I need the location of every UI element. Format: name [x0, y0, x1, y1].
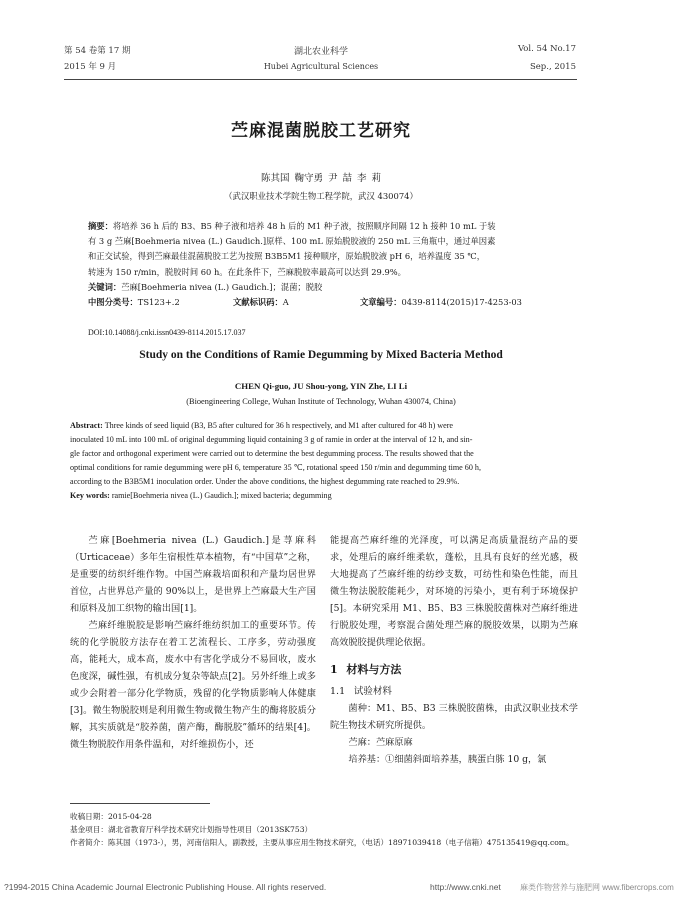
clc-value: TS123+.2 [137, 297, 180, 308]
abstract-cn-line: 将培养 36 h 后的 B3、B5 种子液和培养 48 h 后的 M1 种子液，按照顺序间隔 12 h 接种 10 mL 于装 [112, 221, 496, 231]
abstract-en-line: according to the B3B5M1 inoculation order. Under the above conditions, the highest degumming rate reached to 29.9%. [70, 477, 460, 486]
classification-line [88, 295, 568, 310]
affiliation-en: (Bioengineering College, Wuhan Institute of Technology, Wuhan 430074, China) [186, 397, 456, 406]
issue-info-en-1: Vol. 54 No.17 [517, 44, 576, 54]
keywords-en: ramie[Boehmeria nivea (L.) Gaudich.]; mixed bacteria; degumming [111, 491, 332, 500]
section-number: 1 [330, 663, 338, 676]
footnotes [70, 810, 580, 849]
article-no-value: 0439-8114(2015)17-4253-03 [401, 297, 522, 308]
issue-info-cn-2: 2015 年 9 月 [64, 62, 117, 72]
clc-label: 中图分类号： [88, 297, 138, 308]
abstract-cn-line: 有 3 g 苎麻[Boehmeria nivea (L.) Gaudich.]原样、100 mL 原始脱胶液的 250 mL 三角瓶中，通过单因素 [88, 236, 496, 247]
doc-code-value: A [282, 297, 289, 308]
abstract-cn-line: 转速为 150 r/min，脱胶时间 60 h。在此条件下，苎麻脱胶率最高可以达到 29.9%。 [88, 266, 406, 277]
section-heading [330, 661, 578, 679]
keywords-en-label: Key words: [70, 491, 110, 500]
subsection-title: 试验材料 [353, 686, 392, 697]
subsection-number: 1.1 [330, 686, 346, 697]
abstract-en [70, 419, 574, 503]
body-paragraph: 苎麻[Boehmeria nivea (L.) Gaudich.]是荨麻科（Urticaceae）多年生宿根性草本植物，有“中国草”之称，是重要的纺织纤维作物。中国苎麻栽培面积和产量均居世界首位，占世界总产量的 90%以上，是世界上苎麻最大生产国和原料及加工织物的输出国[1]。 [70, 535, 316, 614]
body-paragraph: 苎麻纤维脱胶是影响苎麻纤维纺织加工的重要环节。传统的化学脱胶方法存在着工艺流程长、工序多，劳动强度高，能耗大，成本高，废水中有害化学成分不易回收，废水色度深，碱性强，有机成分复杂等缺点[2]。另外纤维上或多或少会附着一部分化学物质，残留的化学物质影响人体健康[3]。微生物脱胶则是利用微生物或微生物产生的酶将胶质分解，其实质就是“胶养菌，菌产酶，酶脱胶”循环的结果[4]。微生物脱胶作用条件温和，对纤维损伤小，还 [70, 620, 316, 750]
issue-info-en-2: Sep., 2015 [529, 62, 576, 72]
doc-code-label: 文献标识码： [233, 297, 283, 308]
keywords-cn: 苎麻[Boehmeria nivea (L.) Gaudich.]；混菌；脱胶 [121, 281, 323, 292]
body-paragraph: 菌种：M1、B5、B3 三株脱胶菌株，由武汉职业技术学院生物技术研究所提供。 [330, 703, 578, 731]
body-paragraph: 培养基：①细菌斜面培养基，胰蛋白胨 10 g，氯 [348, 754, 547, 765]
abstract-cn [88, 219, 568, 310]
footnote-fund: 基金项目：湖北省教育厅科学技术研究计划指导性项目（2013SK753） [70, 825, 313, 834]
body-left-column [70, 532, 316, 753]
subsection-heading [330, 683, 578, 700]
section-title: 材料与方法 [346, 663, 402, 676]
copyright-notice: ?1994-2015 China Academic Journal Electronic Publishing House. All rights reserved. [4, 882, 327, 892]
body-paragraph: 能提高苎麻纤维的光泽度，可以满足高质量混纺产品的要求，处理后的麻纤维柔软，蓬松，且具有良好的丝光感，极大地提高了苎麻纤维的纺纱支数，可纺性和染色性能，而且微生物法脱胶能耗少，对环境的污染小，更有利于环境保护[5]。本研究采用 M1、B5、B3 三株脱胶菌株对苎麻纤维进行脱胶处理，考察混合菌处理苎麻的脱胶效果，以期为苎麻高效脱胶提供理论依据。 [330, 535, 578, 648]
abstract-en-line: optimal conditions for ramie degumming were pH 6, temperature 35 ℃, rotational speed 150 r/min and degumming time 60 h, [70, 463, 481, 472]
authors-en: CHEN Qi-guo, JU Shou-yong, YIN Zhe, LI Li [234, 381, 408, 391]
abstract-en-line: gle factor and orthogonal experiment were carried out to determine the best degumming process. The results showed that the [70, 449, 474, 458]
footnote-rule [70, 803, 210, 804]
affiliation-cn: （武汉职业技术学院生物工程学院，武汉 430074） [224, 191, 418, 201]
keywords-cn-label: 关键词： [88, 281, 122, 292]
journal-name-en: Hubei Agricultural Sciences [263, 62, 379, 71]
footnote-received: 收稿日期：2015-04-28 [70, 812, 152, 821]
doi: DOI:10.14088/j.cnki.issn0439-8114.2015.17.037 [88, 328, 246, 337]
body-right-column [330, 532, 578, 768]
watermark: 麻类作物营养与施肥网 www.fibercrops.com [520, 883, 674, 892]
paper-title-cn: 苎麻混菌脱胶工艺研究 [231, 121, 411, 141]
abstract-cn-label: 摘要： [88, 221, 113, 231]
paper-title-en: Study on the Conditions of Ramie Degumming by Mixed Bacteria Method [139, 349, 503, 361]
bottom-bar [0, 878, 674, 901]
journal-name-cn: 湖北农业科学 [293, 47, 348, 57]
footnote-author: 作者简介：陈其国（1973-），男，河南信阳人，副教授，主要从事应用生物技术研究，（电话）18971039418（电子信箱）475135419@qq.com。 [70, 838, 574, 847]
issue-info-cn-1: 第 54 卷第 17 期 [64, 46, 131, 56]
abstract-en-label: Abstract: [70, 421, 103, 430]
abstract-en-line: Three kinds of seed liquid (B3, B5 after cultured for 36 h respectively, and M1 after cultured for 48 h) were [104, 421, 454, 430]
body-paragraph: 苎麻：苎麻原麻 [348, 737, 413, 748]
article-no-label: 文章编号： [360, 297, 402, 308]
abstract-cn-line: 和正交试验，得到苎麻最佳混菌脱胶工艺为按照 B3B5M1 接种顺序，原始脱胶液 pH 6，培养温度 35 ℃， [88, 251, 486, 262]
abstract-en-line: inoculated 10 mL into 100 mL of original degumming liquid containing 3 g of ramie in order at the interval of 12 h, and sin- [70, 435, 473, 444]
source-url[interactable]: http://www.cnki.net [430, 882, 501, 892]
header-rule [64, 79, 577, 80]
authors-cn: 陈其国 鞠守勇 尹 喆 李 莉 [260, 173, 382, 184]
